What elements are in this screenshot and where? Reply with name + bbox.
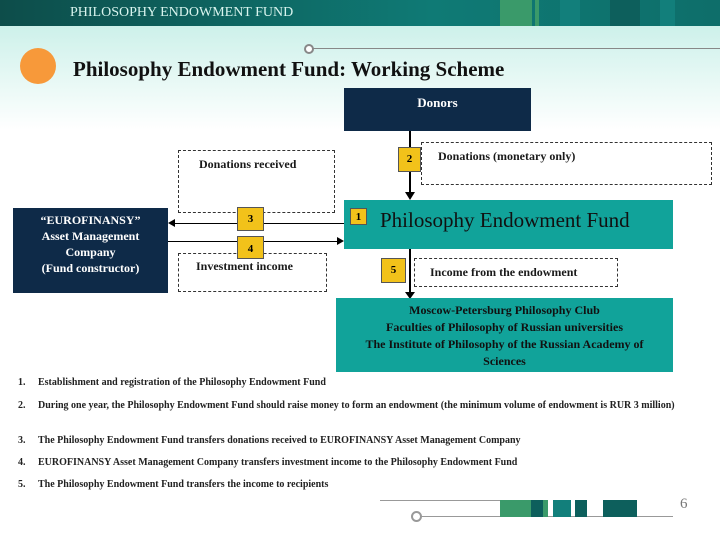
constructor-line: Asset Management: [41, 229, 140, 243]
constructor-line: “EUROFINANSY”: [40, 213, 141, 227]
list-item: [18, 435, 718, 446]
list-number: 2.: [18, 400, 26, 411]
list-item: [18, 479, 718, 490]
investment-income-box: Investment income: [178, 253, 327, 292]
divider-knob: [304, 44, 314, 54]
step-1-badge: 1: [350, 208, 367, 225]
list-number: 3.: [18, 435, 26, 446]
step-5-badge: 5: [381, 258, 406, 283]
list-item: [18, 400, 718, 411]
slide-title: Philosophy Endowment Fund: Working Scheme: [73, 57, 505, 81]
list-text: During one year, the Philosophy Endowment Fund should raise money to form an endowment (the minimum volume of endowment is RUR 3 million): [38, 400, 675, 411]
footer-line: [380, 500, 500, 501]
recipient-line: Faculties of Philosophy of Russian universities: [385, 320, 624, 334]
list-item: [18, 457, 718, 468]
footer-stripe: [531, 500, 543, 517]
donations-received-box: Donations received: [178, 150, 335, 213]
footer-stripe: [603, 500, 637, 517]
recipient-line: Moscow-Petersburg Philosophy Club: [409, 303, 600, 317]
fund-box: [344, 200, 673, 249]
constructor-line: Company: [65, 245, 116, 259]
footer-stripe: [500, 500, 531, 517]
recipients-box: [336, 298, 673, 372]
arrow-right-icon: [337, 237, 344, 245]
step-2-badge: 2: [398, 147, 421, 172]
flow-line: [409, 249, 411, 293]
header-bar: [0, 0, 720, 26]
step-4-badge: 4: [237, 236, 264, 259]
list-text: The Philosophy Endowment Fund transfers donations received to EUROFINANSY Asset Management Company: [38, 435, 521, 446]
income-endowment-box: Income from the endowment: [414, 258, 618, 287]
arrow-left-icon: [168, 219, 175, 227]
bullet-circle: [20, 48, 56, 84]
list-number: 4.: [18, 457, 26, 468]
page-number: 6: [680, 496, 688, 512]
fund-title: Philosophy Endowment Fund: [380, 208, 630, 232]
footer-stripe: [575, 500, 587, 517]
step-3-badge: 3: [237, 207, 264, 231]
arrow-down-icon: [405, 192, 415, 200]
constructor-line: (Fund constructor): [41, 261, 140, 275]
list-text: The Philosophy Endowment Fund transfers the income to recipients: [38, 479, 329, 490]
footer-knob: [411, 511, 422, 522]
footer-stripe: [543, 500, 548, 517]
divider-line: [313, 48, 720, 49]
recipient-line: The Institute of Philosophy of the Russian Academy of Sciences: [365, 337, 644, 368]
list-item: [18, 377, 718, 388]
list-text: EUROFINANSY Asset Management Company transfers investment income to the Philosophy Endowment Fund: [38, 457, 518, 468]
list-number: 5.: [18, 479, 26, 490]
list-text: Establishment and registration of the Philosophy Endowment Fund: [38, 377, 326, 388]
header-title: PHILOSOPHY ENDOWMENT FUND: [70, 5, 294, 20]
constructor-box: [13, 208, 168, 293]
footer-stripe: [553, 500, 571, 517]
donors-box: Donors: [344, 88, 531, 131]
list-number: 1.: [18, 377, 26, 388]
donations-monetary-box: Donations (monetary only): [421, 142, 712, 185]
